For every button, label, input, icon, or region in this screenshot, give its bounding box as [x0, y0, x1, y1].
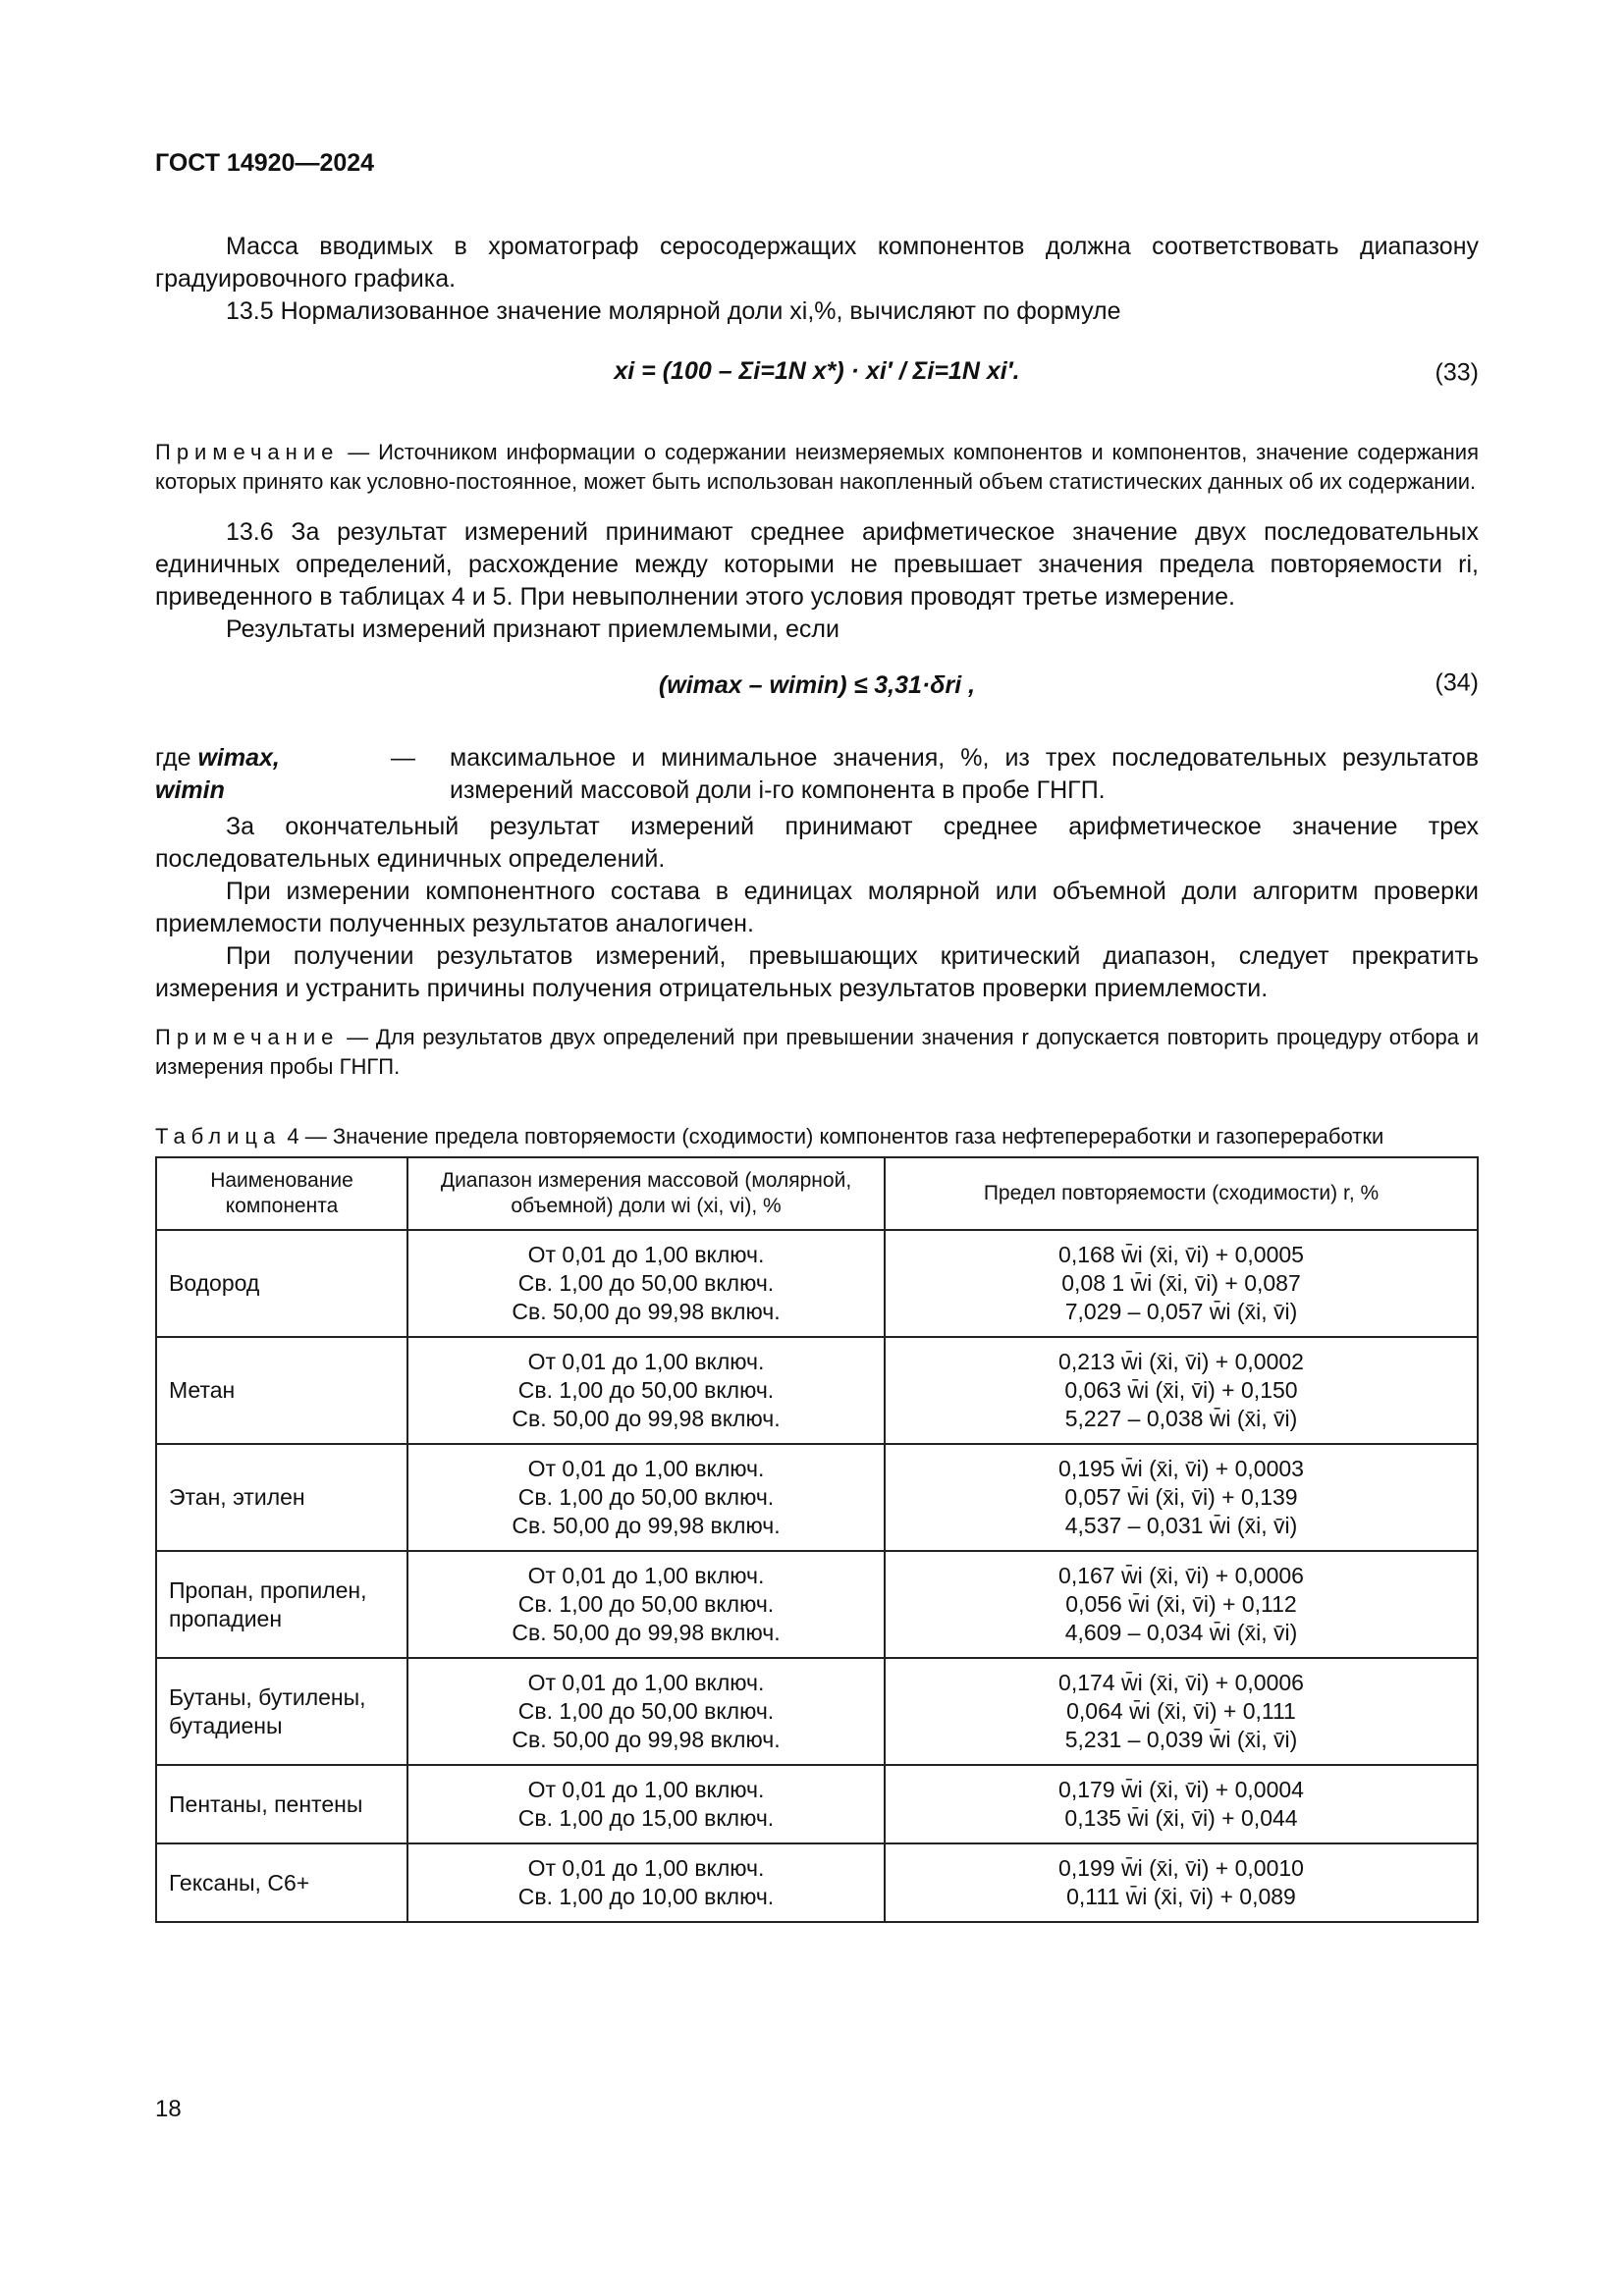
range-line: Св. 1,00 до 50,00 включ. — [517, 1377, 775, 1403]
note-2-text: — Для результатов двух определений при превышении значения r допускается повторить процедуру отбора и измерения пробы ГНГП. — [155, 1025, 1479, 1079]
range-line: Св. 50,00 до 99,98 включ. — [512, 1727, 781, 1752]
limit-cell — [885, 1658, 1478, 1765]
limit-line: 5,231 – 0,039 w̄i (x̄i, v̄i) — [1064, 1727, 1298, 1752]
range-cell — [407, 1843, 885, 1922]
limit-line: 0,195 w̄i (x̄i, v̄i) + 0,0003 — [1058, 1456, 1304, 1481]
table-row — [156, 1843, 1478, 1922]
formula-33-row — [155, 328, 1479, 418]
paragraph-acceptable: Результаты измерений признают приемлемыми, если — [226, 615, 839, 643]
where-definition: максимальное и минимальное значения, %, из трех последовательных результатов измерений массовой доли i-го компонента в пробе ГНГП. — [450, 744, 1479, 804]
range-line: Св. 1,00 до 10,00 включ. — [517, 1884, 775, 1909]
limit-cell — [885, 1444, 1478, 1551]
paragraph-mass: Масса вводимых в хроматограф серосодержащих компонентов должна соответствовать диапазону градуировочного графика. — [155, 233, 1479, 293]
paragraph-final-result: За окончательный результат измерений принимают среднее арифметическое значение трех последовательных единичных определений. — [155, 813, 1479, 873]
limit-line: 0,179 w̄i (x̄i, v̄i) + 0,0004 — [1058, 1777, 1304, 1802]
limit-line: 4,609 – 0,034 w̄i (x̄i, v̄i) — [1064, 1620, 1298, 1645]
limit-line: 0,199 w̄i (x̄i, v̄i) + 0,0010 — [1058, 1855, 1304, 1881]
component-name: Пропан, пропилен, пропадиен — [156, 1551, 407, 1658]
repeatability-table — [155, 1156, 1479, 1923]
header-limit: Предел повторяемости (сходимости) r, % — [885, 1157, 1478, 1230]
component-name: Метан — [156, 1337, 407, 1444]
limit-line: 0,174 w̄i (x̄i, v̄i) + 0,0006 — [1058, 1670, 1304, 1695]
equation-number-34: (34) — [1435, 668, 1479, 697]
table-row — [156, 1765, 1478, 1843]
table-row — [156, 1551, 1478, 1658]
limit-cell — [885, 1551, 1478, 1658]
formula-34-row — [155, 646, 1479, 721]
limit-line: 0,057 w̄i (x̄i, v̄i) + 0,139 — [1064, 1484, 1298, 1510]
note-1-text: — Источником информации о содержании неизмеряемых компонентов и компонентов, значение содержания которых принято как условно-постоянное, может быть использован накопленный объем статистических данных об их содержании. — [155, 440, 1479, 494]
limit-line: 7,029 – 0,057 w̄i (x̄i, v̄i) — [1064, 1299, 1298, 1324]
range-line: От 0,01 до 1,00 включ. — [527, 1349, 765, 1374]
note-1-label: Примечание — [155, 440, 340, 464]
table-header-row — [156, 1157, 1478, 1230]
range-line: От 0,01 до 1,00 включ. — [527, 1563, 765, 1588]
page-number: 18 — [155, 2096, 182, 2122]
table-caption-text: 4 — Значение предела повторяемости (сходимости) компонентов газа нефтепереработки и газопереработки — [281, 1124, 1384, 1148]
table-row — [156, 1230, 1478, 1337]
range-line: Св. 50,00 до 99,98 включ. — [512, 1299, 781, 1324]
limit-line: 0,063 w̄i (x̄i, v̄i) + 0,150 — [1064, 1377, 1298, 1403]
limit-line: 4,537 – 0,031 w̄i (x̄i, v̄i) — [1064, 1513, 1298, 1538]
paragraph-13-6: 13.6 За результат измерений принимают среднее арифметическое значение двух последовательных единичных определений, расхождение между которыми не превышает значения предела повторяемости ri, приведенного в таблицах 4 и 5. При невыполнении этого условия проводят третье измерение. — [155, 518, 1479, 611]
header-range: Диапазон измерения массовой (молярной, объемной) доли wi (xi, vi), % — [407, 1157, 885, 1230]
where-symbols — [155, 742, 322, 807]
range-line: Св. 1,00 до 15,00 включ. — [517, 1805, 775, 1831]
limit-line: 0,056 w̄i (x̄i, v̄i) + 0,112 — [1065, 1591, 1297, 1617]
where-clause — [155, 742, 1479, 807]
where-word: где — [155, 744, 191, 772]
component-name: Этан, этилен — [156, 1444, 407, 1551]
limit-line: 0,111 w̄i (x̄i, v̄i) + 0,089 — [1066, 1884, 1296, 1909]
limit-line: 0,167 w̄i (x̄i, v̄i) + 0,0006 — [1058, 1563, 1304, 1588]
paragraph-molar: При измерении компонентного состава в единицах молярной или объемной доли алгоритм проверки приемлемости полученных результатов аналогичен. — [155, 878, 1479, 937]
equation-number-33: (33) — [1435, 358, 1479, 387]
component-name: Гексаны, C6+ — [156, 1843, 407, 1922]
component-name: Бутаны, бутилены, бутадиены — [156, 1658, 407, 1765]
range-line: Св. 50,00 до 99,98 включ. — [512, 1406, 781, 1431]
range-line: От 0,01 до 1,00 включ. — [527, 1456, 765, 1481]
range-line: Св. 50,00 до 99,98 включ. — [512, 1620, 781, 1645]
range-cell — [407, 1551, 885, 1658]
limit-cell — [885, 1843, 1478, 1922]
note-2-label: Примечание — [155, 1025, 340, 1049]
note-1 — [155, 438, 1479, 497]
document-page — [155, 147, 1479, 1923]
range-line: От 0,01 до 1,00 включ. — [527, 1242, 765, 1267]
range-cell — [407, 1337, 885, 1444]
limit-line: 0,064 w̄i (x̄i, v̄i) + 0,111 — [1066, 1698, 1296, 1724]
limit-line: 0,08 1 w̄i (x̄i, v̄i) + 0,087 — [1061, 1270, 1301, 1296]
limit-line: 0,168 w̄i (x̄i, v̄i) + 0,0005 — [1058, 1242, 1304, 1267]
where-symbol-list: wimax, wimin — [155, 744, 280, 804]
component-name: Водород — [156, 1230, 407, 1337]
range-cell — [407, 1658, 885, 1765]
formula-34: (wimax – wimin) ≤ 3,31·δri , — [658, 671, 976, 699]
range-line: Св. 1,00 до 50,00 включ. — [517, 1698, 775, 1724]
limit-line: 0,135 w̄i (x̄i, v̄i) + 0,044 — [1064, 1805, 1298, 1831]
range-line: От 0,01 до 1,00 включ. — [527, 1855, 765, 1881]
note-2 — [155, 1023, 1479, 1082]
header-component: Наименование компонента — [156, 1157, 407, 1230]
range-line: От 0,01 до 1,00 включ. — [527, 1670, 765, 1695]
limit-line: 0,213 w̄i (x̄i, v̄i) + 0,0002 — [1058, 1349, 1304, 1374]
paragraph-critical: При получении результатов измерений, превышающих критический диапазон, следует прекратить измерения и устранить причины получения отрицательных результатов проверки приемлемости. — [155, 942, 1479, 1002]
range-line: Св. 1,00 до 50,00 включ. — [517, 1591, 775, 1617]
range-cell — [407, 1444, 885, 1551]
paragraph-13-5: 13.5 Нормализованное значение молярной доли xi,%, вычисляют по формуле — [226, 297, 1121, 325]
table-row — [156, 1444, 1478, 1551]
range-cell — [407, 1765, 885, 1843]
range-line: Св. 1,00 до 50,00 включ. — [517, 1270, 775, 1296]
table-row — [156, 1658, 1478, 1765]
where-dash: — — [391, 744, 415, 772]
table-row — [156, 1337, 1478, 1444]
limit-line: 5,227 – 0,038 w̄i (x̄i, v̄i) — [1064, 1406, 1298, 1431]
range-line: От 0,01 до 1,00 включ. — [527, 1777, 765, 1802]
component-name: Пентаны, пентены — [156, 1765, 407, 1843]
table-caption-label: Таблица — [155, 1124, 282, 1148]
document-header: ГОСТ 14920—2024 — [155, 149, 375, 177]
table-caption — [155, 1123, 1479, 1150]
range-line: Св. 50,00 до 99,98 включ. — [512, 1513, 781, 1538]
limit-cell — [885, 1230, 1478, 1337]
limit-cell — [885, 1337, 1478, 1444]
formula-33: xi = (100 – Σi=1N x*) · xi′ / Σi=1N xi′. — [614, 357, 1020, 385]
range-line: Св. 1,00 до 50,00 включ. — [517, 1484, 775, 1510]
limit-cell — [885, 1765, 1478, 1843]
range-cell — [407, 1230, 885, 1337]
